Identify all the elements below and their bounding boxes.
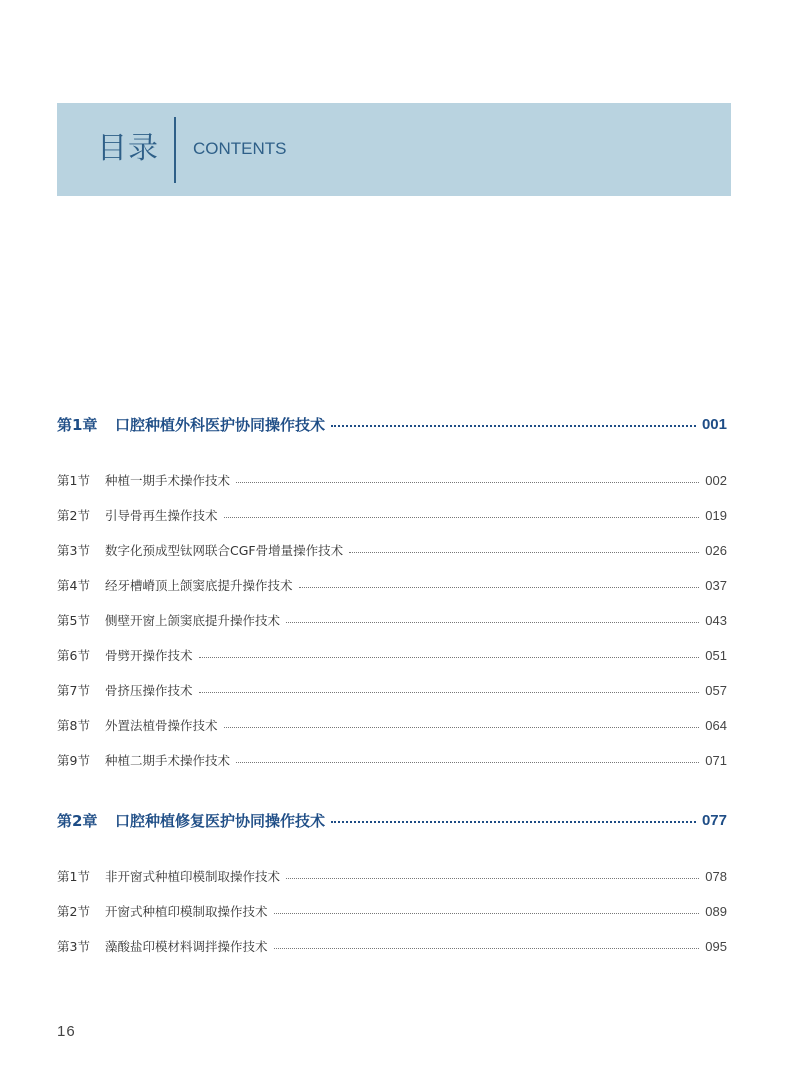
section-number: 第2节: [57, 904, 90, 919]
section-1-2-entry[interactable]: [57, 505, 727, 525]
section-number: 第1节: [57, 473, 90, 488]
section-number: 第8节: [57, 718, 90, 733]
contents-subtitle: CONTENTS: [193, 139, 287, 158]
section-page: 089: [705, 903, 727, 919]
section-title: 骨挤压操作技术: [105, 683, 193, 698]
section-number: 第6节: [57, 648, 90, 663]
section-number: 第9节: [57, 753, 90, 768]
section-1-6-entry[interactable]: [57, 645, 727, 665]
dot-leader: [274, 948, 700, 949]
section-page: 019: [705, 507, 727, 523]
section-1-8-entry[interactable]: [57, 715, 727, 735]
section-title: 骨劈开操作技术: [105, 648, 193, 663]
section-page: 071: [705, 752, 727, 768]
dot-leader: [236, 482, 699, 483]
banner-divider: [174, 117, 176, 183]
section-number: 第1节: [57, 869, 90, 884]
chapter-2-entry[interactable]: [57, 808, 727, 832]
page-number: 16: [57, 1023, 76, 1040]
dot-leader: [331, 425, 696, 427]
section-1-4-entry[interactable]: [57, 575, 727, 595]
section-page: 057: [705, 682, 727, 698]
section-page: 037: [705, 577, 727, 593]
section-page: 095: [705, 938, 727, 954]
section-number: 第5节: [57, 613, 90, 628]
dot-leader: [274, 913, 700, 914]
section-title: 开窗式种植印模制取操作技术: [105, 904, 268, 919]
section-title: 非开窗式种植印模制取操作技术: [105, 869, 281, 884]
section-title: 种植二期手术操作技术: [105, 753, 231, 768]
section-title: 侧壁开窗上颌窦底提升操作技术: [105, 613, 281, 628]
dot-leader: [199, 692, 700, 693]
dot-leader: [331, 821, 696, 823]
dot-leader: [224, 517, 700, 518]
section-number: 第2节: [57, 508, 90, 523]
section-1-5-entry[interactable]: [57, 610, 727, 630]
section-title: 经牙槽嵴顶上颌窦底提升操作技术: [105, 578, 293, 593]
dot-leader: [236, 762, 699, 763]
section-number: 第7节: [57, 683, 90, 698]
contents-title: 目录: [97, 131, 159, 166]
dot-leader: [224, 727, 700, 728]
section-title: 藻酸盐印模材料调拌操作技术: [105, 939, 268, 954]
section-number: 第3节: [57, 543, 90, 558]
section-page: 043: [705, 612, 727, 628]
section-title: 种植一期手术操作技术: [105, 473, 231, 488]
section-page: 078: [705, 868, 727, 884]
section-number: 第3节: [57, 939, 90, 954]
section-page: 002: [705, 472, 727, 488]
dot-leader: [349, 552, 699, 553]
contents-banner: [57, 103, 731, 196]
dot-leader: [299, 587, 700, 588]
section-page: 026: [705, 542, 727, 558]
chapter-title: 口腔种植修复医护协同操作技术: [115, 811, 326, 830]
section-page: 064: [705, 717, 727, 733]
chapter-page: 001: [701, 415, 727, 433]
chapter-title: 口腔种植外科医护协同操作技术: [115, 415, 326, 434]
section-title: 数字化预成型钛网联合CGF骨增量操作技术: [105, 543, 344, 558]
section-2-2-entry[interactable]: [57, 901, 727, 921]
section-2-3-entry[interactable]: [57, 936, 727, 956]
dot-leader: [199, 657, 700, 658]
dot-leader: [286, 878, 699, 879]
section-number: 第4节: [57, 578, 90, 593]
section-1-9-entry[interactable]: [57, 750, 727, 770]
section-title: 引导骨再生操作技术: [105, 508, 218, 523]
section-1-1-entry[interactable]: [57, 470, 727, 490]
section-1-7-entry[interactable]: [57, 680, 727, 700]
chapter-1-entry[interactable]: [57, 412, 727, 436]
dot-leader: [286, 622, 699, 623]
chapter-number: 第1章: [57, 415, 98, 434]
section-2-1-entry[interactable]: [57, 866, 727, 886]
section-page: 051: [705, 647, 727, 663]
chapter-page: 077: [701, 811, 727, 829]
section-1-3-entry[interactable]: [57, 540, 727, 560]
chapter-number: 第2章: [57, 811, 98, 830]
section-title: 外置法植骨操作技术: [105, 718, 218, 733]
